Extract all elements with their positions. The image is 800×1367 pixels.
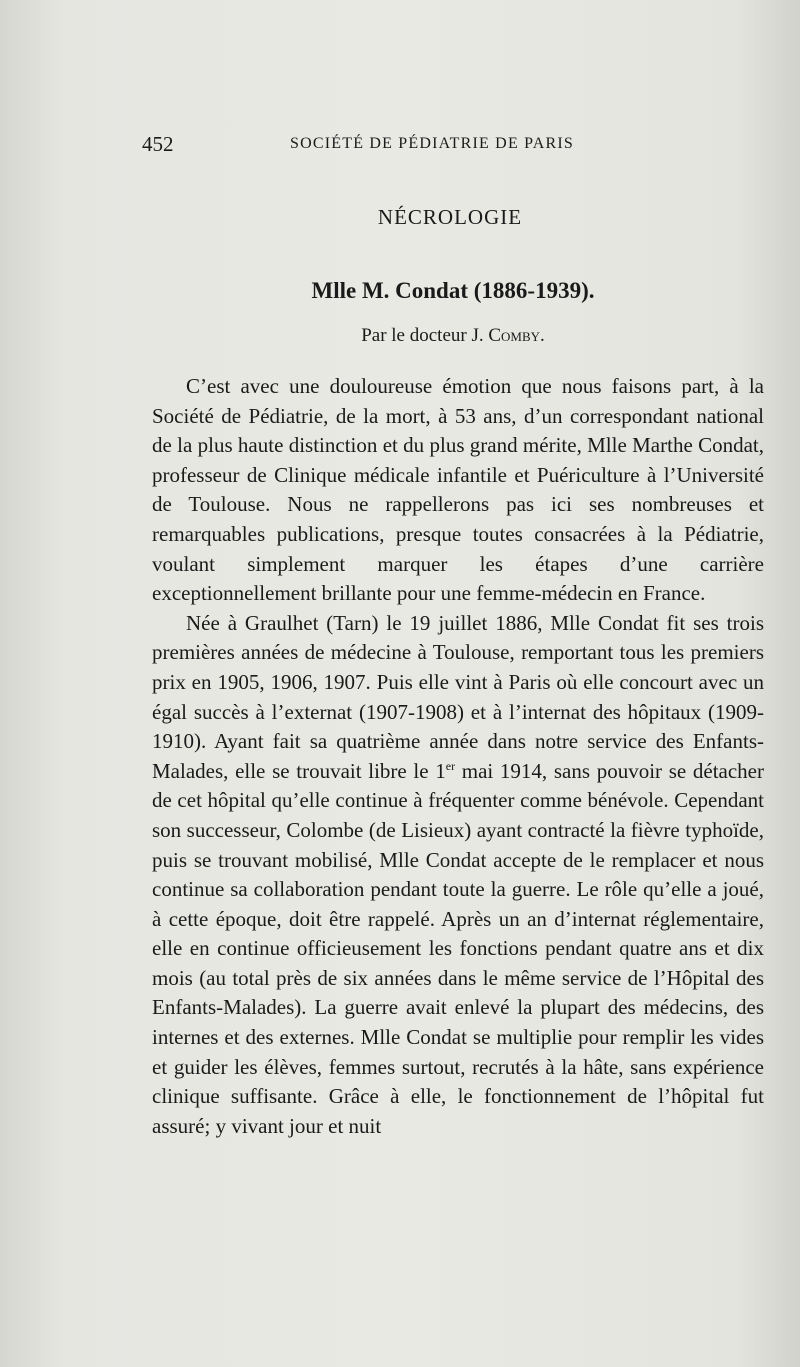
author-name: Comby [488, 325, 541, 346]
paragraph-1: C’est avec une douloureuse émotion que nous faisons part, à la Société de Pédiatrie, de la mort, à 53 ans, d’un correspondant national de la plus haute distinction et du plus grand mérite, Mlle Marthe Condat, professeur de Clinique médicale infantile et Puériculture à l’Université de Toulouse. Nous ne rappellerons pas ici ses nombreuses et remarquables publications, presque toutes consacrées à la Pédiatrie, voulant simplement marquer les étapes d’une carrière exceptionnellement brillante pour une femme-médecin en France. [152, 374, 764, 606]
paragraph-2 [152, 609, 764, 1142]
byline-suffix: . [540, 325, 545, 346]
byline-prefix: Par le docteur J. [361, 325, 489, 346]
running-head [142, 132, 612, 162]
article-title: Mlle M. Condat (1886-1939). [311, 278, 595, 303]
ordinal-superscript: er [445, 758, 456, 773]
journal-title: SOCIÉTÉ DE PÉDIATRIE DE PARIS [290, 135, 574, 152]
article-body [152, 372, 764, 1141]
section-title: NÉCROLOGIE [377, 205, 523, 229]
paragraph-2-part-b: mai 1914, sans pouvoir se détacher de cet hôpital qu’elle continue à fréquenter comme bénévole. Cependant son successeur, Colombe (de Lisieux) ayant contracté la fièvre typhoïde, puis se trouvant mobilisé, Mlle Condat accepte de le remplacer et nous continue sa collaboration pendant toute la guerre. Le rôle qu’elle a joué, à cette époque, doit être rappelé. Après un an d’internat réglementaire, elle en continue officieusement les fonctions pendant quatre ans et dix mois (au total près de six années dans le même service de l’Hôpital des Enfants-Malades). La guerre avait enlevé la plupart des médecins, des internes et des externes. Mlle Condat se multiplie pour remplir les vides et guider les élèves, femmes surtout, recrutés à la hâte, sans expérience clinique suffisante. Grâce à elle, le fonctionnement de l’hôpital fut assuré; y vivant jour et nuit [152, 758, 765, 1138]
page-number: 452 [142, 132, 174, 156]
paragraph-2-part-a: Née à Graulhet (Tarn) le 19 juillet 1886, Mlle Condat fit ses trois premières années de médecine à Toulouse, remportant tous les premiers prix en 1905, 1906, 1907. Puis elle vint à Paris où elle concourt avec un égal succès à l’externat (1907-1908) et à l’internat des hôpitaux (1909-1910). Ayant fait sa quatrième année dans notre service des Enfants-Malades, elle se trouvait libre le 1 [152, 610, 764, 783]
byline [0, 325, 800, 347]
